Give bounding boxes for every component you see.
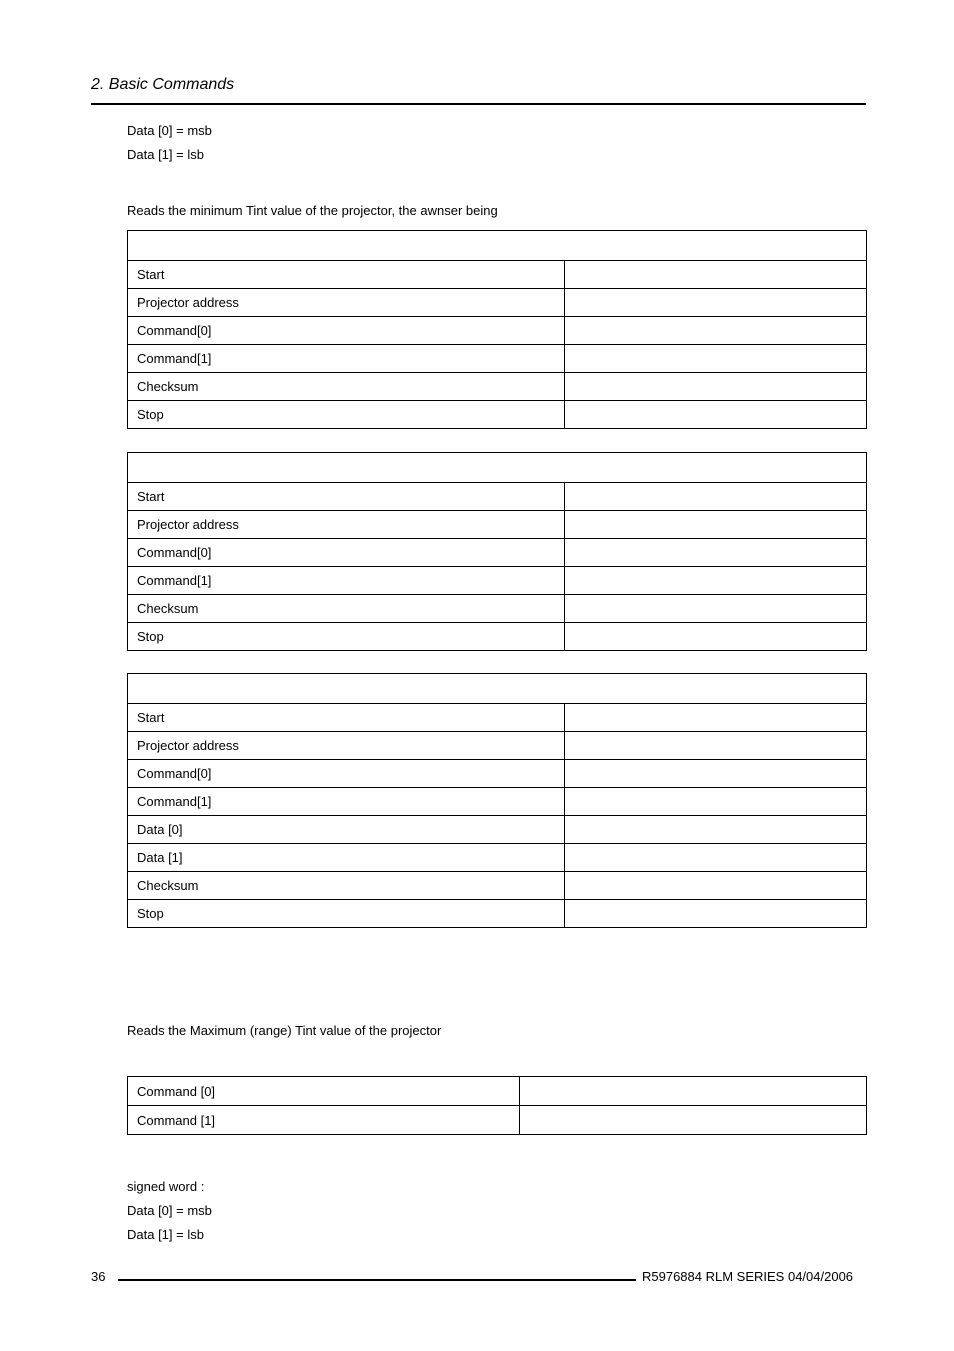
table-row (128, 1077, 867, 1106)
table-row (128, 345, 867, 373)
row-label: Command[1] (128, 788, 565, 816)
row-label: Stop (128, 900, 565, 928)
row-value (565, 844, 867, 872)
row-value (565, 539, 867, 567)
table-row (128, 1106, 867, 1135)
table-row (128, 539, 867, 567)
row-label: Start (128, 261, 565, 289)
row-label: Stop (128, 623, 565, 651)
row-value (520, 1106, 867, 1135)
row-label: Command[0] (128, 317, 565, 345)
row-label: Command[0] (128, 539, 565, 567)
answer-table (127, 673, 867, 928)
row-value (565, 261, 867, 289)
row-value (565, 872, 867, 900)
table-row (128, 261, 867, 289)
table-row (128, 788, 867, 816)
row-value (565, 317, 867, 345)
row-value (565, 401, 867, 429)
row-label: Command[1] (128, 567, 565, 595)
row-value (565, 704, 867, 732)
min-tint-description: Reads the minimum Tint value of the projector, the awnser being (127, 203, 498, 218)
data-msb-line: Data [0] = msb (127, 1203, 212, 1218)
table-row (128, 401, 867, 429)
row-value (565, 900, 867, 928)
page-number: 36 (91, 1269, 106, 1284)
row-label: Projector address (128, 732, 565, 760)
row-value (565, 567, 867, 595)
row-label: Command[1] (128, 345, 565, 373)
row-label: Projector address (128, 511, 565, 539)
table-row (128, 844, 867, 872)
command-bytes-table (127, 1076, 867, 1135)
row-value (520, 1077, 867, 1106)
row-label: Data [0] (128, 816, 565, 844)
table-row (128, 760, 867, 788)
row-value (565, 595, 867, 623)
row-value (565, 788, 867, 816)
data-lsb-line: Data [1] = lsb (127, 147, 204, 162)
table-row (128, 704, 867, 732)
table-row (128, 816, 867, 844)
acknowledge-table (127, 452, 867, 651)
header-rule (91, 103, 866, 105)
table-row (128, 289, 867, 317)
row-label: Command [1] (128, 1106, 520, 1135)
row-label: Command [0] (128, 1077, 520, 1106)
row-label: Start (128, 704, 565, 732)
row-label: Stop (128, 401, 565, 429)
row-value (565, 511, 867, 539)
max-tint-description: Reads the Maximum (range) Tint value of the projector (127, 1023, 442, 1038)
table-row (128, 317, 867, 345)
row-value (565, 732, 867, 760)
table-row (128, 623, 867, 651)
table-row (128, 595, 867, 623)
row-value (565, 289, 867, 317)
row-label: Checksum (128, 872, 565, 900)
footer-rule (118, 1279, 636, 1281)
data-msb-line: Data [0] = msb (127, 123, 212, 138)
row-label: Command[0] (128, 760, 565, 788)
command-table (127, 230, 867, 429)
table-row (128, 511, 867, 539)
row-label: Checksum (128, 595, 565, 623)
signed-word-line: signed word : (127, 1179, 205, 1194)
row-label: Checksum (128, 373, 565, 401)
table-row (128, 567, 867, 595)
table-header (128, 453, 867, 483)
row-value (565, 623, 867, 651)
row-value (565, 373, 867, 401)
row-label: Data [1] (128, 844, 565, 872)
table-header (128, 674, 867, 704)
table-row (128, 900, 867, 928)
table-header (128, 231, 867, 261)
table-row (128, 872, 867, 900)
row-label: Start (128, 483, 565, 511)
table-row (128, 373, 867, 401)
data-lsb-line: Data [1] = lsb (127, 1227, 204, 1242)
row-value (565, 816, 867, 844)
document-reference: R5976884 RLM SERIES 04/04/2006 (642, 1269, 854, 1284)
table-row (128, 732, 867, 760)
table-row (128, 483, 867, 511)
section-title: 2. Basic Commands (91, 76, 235, 93)
row-value (565, 483, 867, 511)
row-value (565, 345, 867, 373)
row-value (565, 760, 867, 788)
row-label: Projector address (128, 289, 565, 317)
